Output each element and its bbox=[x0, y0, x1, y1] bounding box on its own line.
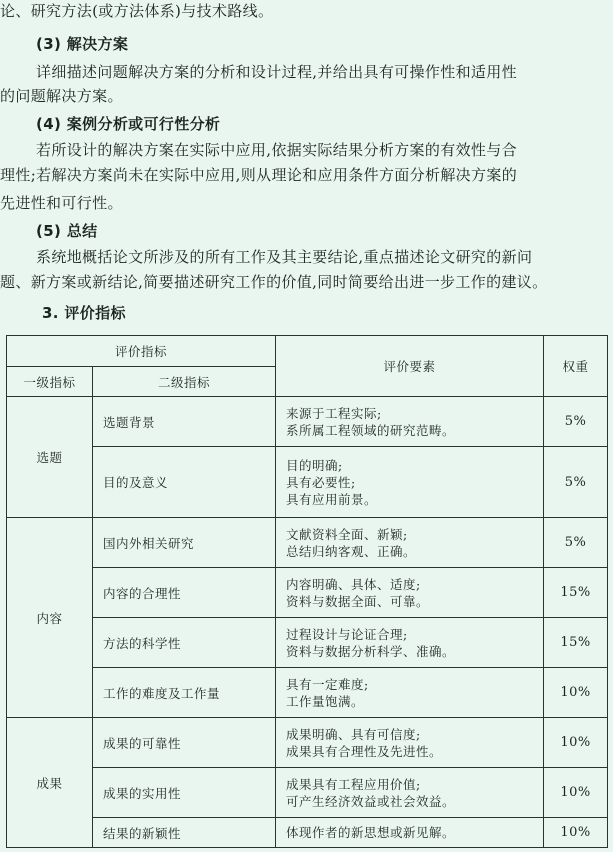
header-requirements: 评价要素 bbox=[276, 336, 544, 397]
table-row bbox=[7, 518, 608, 568]
paragraph-line: 题、新方案或新结论,简要描述研究工作的价值,同时简要给出进一步工作的建议。 bbox=[0, 273, 548, 291]
table-row bbox=[7, 768, 608, 818]
requirements-cell: 过程设计与论证合理; 资料与数据分析科学、准确。 bbox=[276, 618, 544, 668]
paragraph-line: 论、研究方法(或方法体系)与技术路线。 bbox=[0, 2, 274, 20]
level2-cell: 选题背景 bbox=[93, 397, 276, 447]
paragraph-line: 先进性和可行性。 bbox=[0, 194, 123, 212]
level2-cell: 工作的难度及工作量 bbox=[93, 668, 276, 718]
section-title-evaluation: 3. 评价指标 bbox=[42, 304, 126, 322]
level1-cell: 内容 bbox=[7, 518, 93, 718]
table-row bbox=[7, 447, 608, 518]
paragraph-line: 详细描述问题解决方案的分析和设计过程,并给出具有可操作性和适用性 bbox=[36, 63, 517, 81]
requirements-cell: 成果明确、具有可信度; 成果具有合理性及先进性。 bbox=[276, 718, 544, 768]
paragraph-line: 理性;若解决方案尚未在实际中应用,则从理论和应用条件方面分析解决方案的 bbox=[0, 166, 518, 184]
weight-cell: 15% bbox=[544, 618, 608, 668]
table-row bbox=[7, 568, 608, 618]
table-row bbox=[7, 397, 608, 447]
weight-cell: 5% bbox=[544, 447, 608, 518]
requirements-cell: 成果具有工程应用价值; 可产生经济效益或社会效益。 bbox=[276, 768, 544, 818]
table-row bbox=[7, 818, 608, 848]
header-level1: 一级指标 bbox=[7, 367, 93, 397]
weight-cell: 10% bbox=[544, 768, 608, 818]
section-heading-summary: (5) 总结 bbox=[36, 222, 98, 240]
requirements-cell: 具有一定难度; 工作量饱满。 bbox=[276, 668, 544, 718]
weight-cell: 15% bbox=[544, 568, 608, 618]
requirements-cell: 内容明确、具体、适度; 资料与数据全面、可靠。 bbox=[276, 568, 544, 618]
header-level2: 二级指标 bbox=[93, 367, 276, 397]
weight-cell: 10% bbox=[544, 668, 608, 718]
level1-cell: 成果 bbox=[7, 718, 93, 848]
requirements-cell: 来源于工程实际; 系所属工程领域的研究范畴。 bbox=[276, 397, 544, 447]
level2-cell: 国内外相关研究 bbox=[93, 518, 276, 568]
weight-cell: 10% bbox=[544, 818, 608, 848]
level2-cell: 结果的新颖性 bbox=[93, 818, 276, 848]
weight-cell: 5% bbox=[544, 397, 608, 447]
header-weight: 权重 bbox=[544, 336, 608, 397]
table-row bbox=[7, 618, 608, 668]
paragraph-line: 系统地概括论文所涉及的所有工作及其主要结论,重点描述论文研究的新问 bbox=[36, 248, 533, 266]
weight-cell: 10% bbox=[544, 718, 608, 768]
requirements-cell: 体现作者的新思想或新见解。 bbox=[276, 818, 544, 848]
table-row bbox=[7, 668, 608, 718]
requirements-cell: 文献资料全面、新颖; 总结归纳客观、正确。 bbox=[276, 518, 544, 568]
paragraph-line: 若所设计的解决方案在实际中应用,依据实际结果分析方案的有效性与合 bbox=[36, 141, 517, 159]
level1-cell: 选题 bbox=[7, 397, 93, 518]
header-indicator-group: 评价指标 bbox=[7, 336, 276, 367]
level2-cell: 内容的合理性 bbox=[93, 568, 276, 618]
level2-cell: 成果的实用性 bbox=[93, 768, 276, 818]
section-heading-solution: (3) 解决方案 bbox=[36, 35, 129, 53]
level2-cell: 成果的可靠性 bbox=[93, 718, 276, 768]
section-heading-case-analysis: (4) 案例分析或可行性分析 bbox=[36, 115, 221, 133]
table-row bbox=[7, 718, 608, 768]
weight-cell: 5% bbox=[544, 518, 608, 568]
evaluation-table bbox=[6, 335, 608, 848]
level2-cell: 方法的科学性 bbox=[93, 618, 276, 668]
level2-cell: 目的及意义 bbox=[93, 447, 276, 518]
paragraph-line: 的问题解决方案。 bbox=[0, 87, 123, 105]
requirements-cell: 目的明确; 具有必要性; 具有应用前景。 bbox=[276, 447, 544, 518]
